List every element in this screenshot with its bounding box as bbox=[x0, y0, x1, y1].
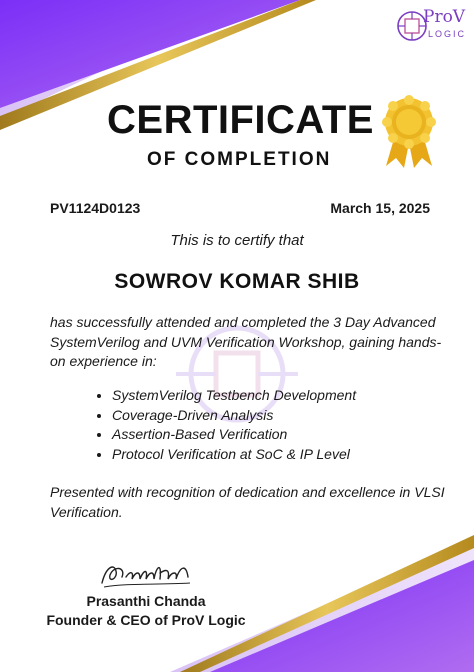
closing-statement: Presented with recognition of dedication and excellence in VLSI Verification. bbox=[50, 484, 445, 520]
list-item: • Assertion-Based Verification bbox=[112, 425, 356, 445]
list-item: • Coverage-Driven Analysis bbox=[112, 406, 356, 426]
certificate-subtitle: OF COMPLETION bbox=[147, 149, 332, 170]
list-item: • SystemVerilog Testbench Development bbox=[112, 386, 356, 406]
signer-name: Prasanthi Chanda bbox=[86, 593, 206, 609]
logo-wordmark: ProV bbox=[423, 7, 466, 27]
certificate-date: March 15, 2025 bbox=[330, 200, 430, 216]
signer-title: Founder & CEO of ProV Logic bbox=[46, 612, 246, 628]
signature bbox=[96, 553, 196, 593]
recipient-name: SOWROV KOMAR SHIB bbox=[114, 270, 360, 293]
certificate-id: PV1124D0123 bbox=[50, 200, 141, 216]
certificate-title: CERTIFICATE bbox=[107, 98, 374, 142]
award-medal-icon bbox=[374, 94, 444, 170]
certify-line: This is to certify that bbox=[170, 232, 304, 249]
list-item: • Protocol Verification at SoC & IP Level bbox=[112, 445, 356, 465]
logo-subtext: LOGIC bbox=[428, 29, 467, 39]
topics-list bbox=[92, 386, 356, 464]
completion-description: has successfully attended and completed the 3 Day Advanced SystemVerilog and UVM Verification Workshop, gaining hands-on experience in: bbox=[50, 314, 442, 369]
